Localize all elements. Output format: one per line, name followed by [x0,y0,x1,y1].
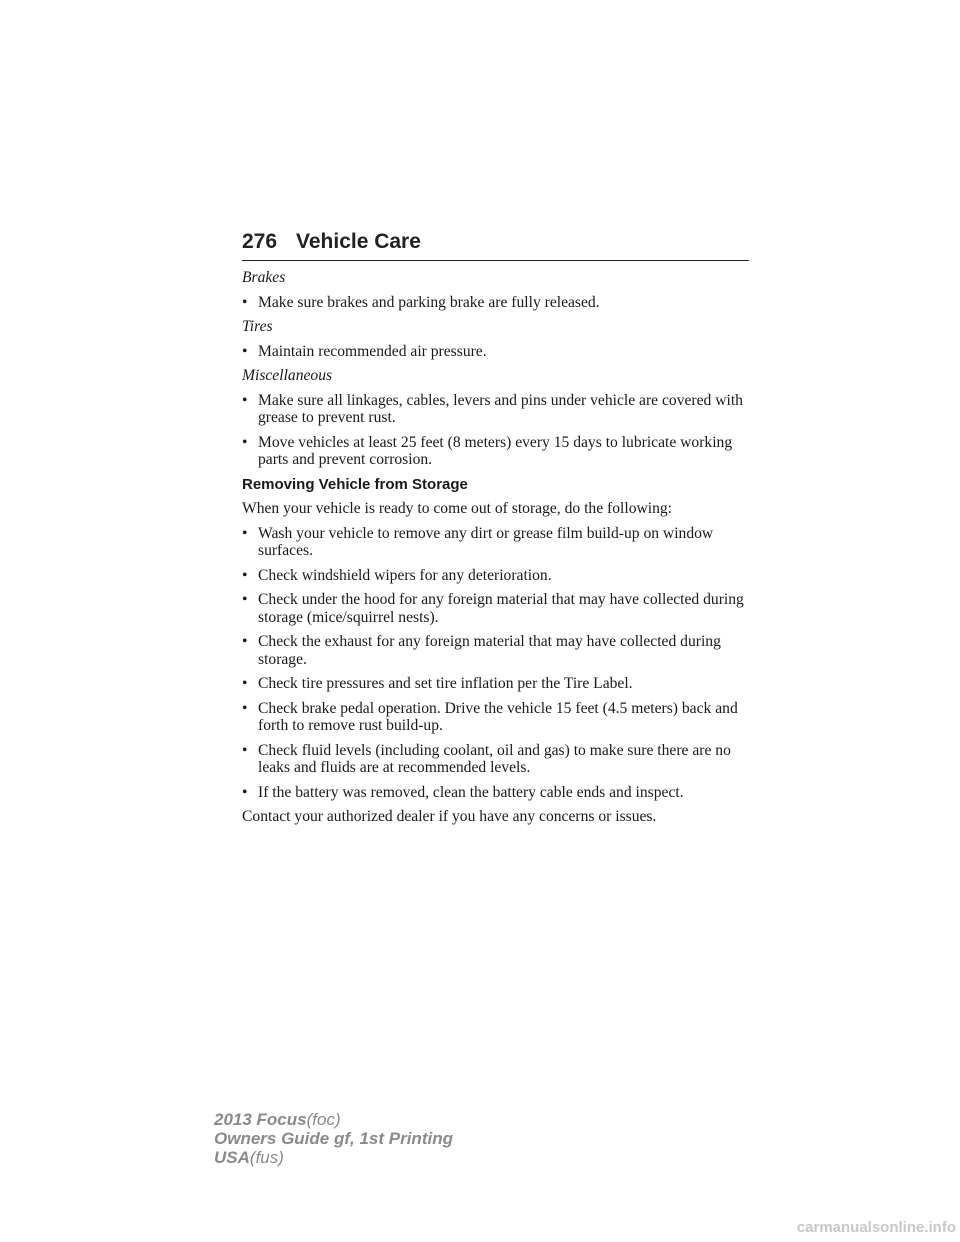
footer-model-code: (foc) [306,1110,341,1129]
list-item [242,567,757,585]
list-item-text: Maintain recommended air pressure. [258,342,487,360]
footer-model: 2013 Focus [214,1110,307,1129]
footer-guide: Owners Guide gf, 1st Printing [214,1129,453,1148]
footer-line-3 [214,1148,453,1167]
list-item [242,392,757,427]
bullet-icon: • [242,524,248,542]
list-item [242,591,757,626]
list-item-text: Check fluid levels (including coolant, oil and gas) to make sure there are no leaks and fluids are at recommended levels. [258,741,731,776]
bullet-icon: • [242,699,248,717]
list-item [242,675,757,693]
list-item [242,700,757,735]
bullet-icon: • [242,342,248,360]
footer-line-2 [214,1129,453,1148]
bullet-icon: • [242,391,248,409]
page-content [242,269,757,833]
removing-storage-heading: Removing Vehicle from Storage [242,475,468,493]
watermark: carmanualsonline.info [796,1219,956,1236]
bullet-icon: • [242,433,248,451]
closing-text: Contact your authorized dealer if you have any concerns or issues. [242,808,657,825]
list-item [242,633,757,668]
footer-line-1 [214,1110,453,1129]
bullet-icon: • [242,293,248,311]
list-item-text: Check windshield wipers for any deterioration. [258,566,552,584]
tires-label: Tires [242,318,273,335]
list-item [242,525,757,560]
print-footer [214,1110,453,1167]
list-item-text: Check tire pressures and set tire inflation per the Tire Label. [258,675,633,692]
list-item-text: Move vehicles at least 25 feet (8 meters) every 15 days to lubricate working parts and prevent corrosion. [258,433,733,468]
bullet-icon: • [242,591,248,608]
bullet-icon: • [242,783,248,801]
list-item-text: Make sure brakes and parking brake are fully released. [258,293,600,311]
list-item-text: Wash your vehicle to remove any dirt or grease film build-up on window surfaces. [258,524,714,559]
bullet-icon: • [242,633,248,650]
section-title: Vehicle Care [296,230,421,253]
list-item-text: Check under the hood for any foreign material that may have collected during storage (mice/squirrel nests). [258,591,744,626]
bullet-icon: • [242,675,248,692]
bullet-icon: • [242,741,248,759]
list-item [242,434,757,469]
footer-region-code: (fus) [249,1148,284,1167]
list-item-text: Check brake pedal operation. Drive the vehicle 15 feet (4.5 meters) back and forth to remove rust build-up. [258,699,738,734]
list-item-text: Make sure all linkages, cables, levers and pins under vehicle are covered with grease to prevent rust. [258,391,743,426]
list-item [242,784,757,802]
bullet-icon: • [242,566,248,584]
removing-intro: When your vehicle is ready to come out of storage, do the following: [242,500,673,517]
list-item [242,343,757,361]
page-header [242,230,749,261]
list-item-text: If the battery was removed, clean the battery cable ends and inspect. [258,783,684,801]
page-number: 276 [242,230,278,253]
list-item-text: Check the exhaust for any foreign material that may have collected during storage. [258,633,721,668]
miscellaneous-label: Miscellaneous [242,367,333,384]
list-item [242,742,757,777]
footer-region: USA [214,1148,250,1167]
list-item [242,294,757,312]
brakes-label: Brakes [242,269,286,286]
